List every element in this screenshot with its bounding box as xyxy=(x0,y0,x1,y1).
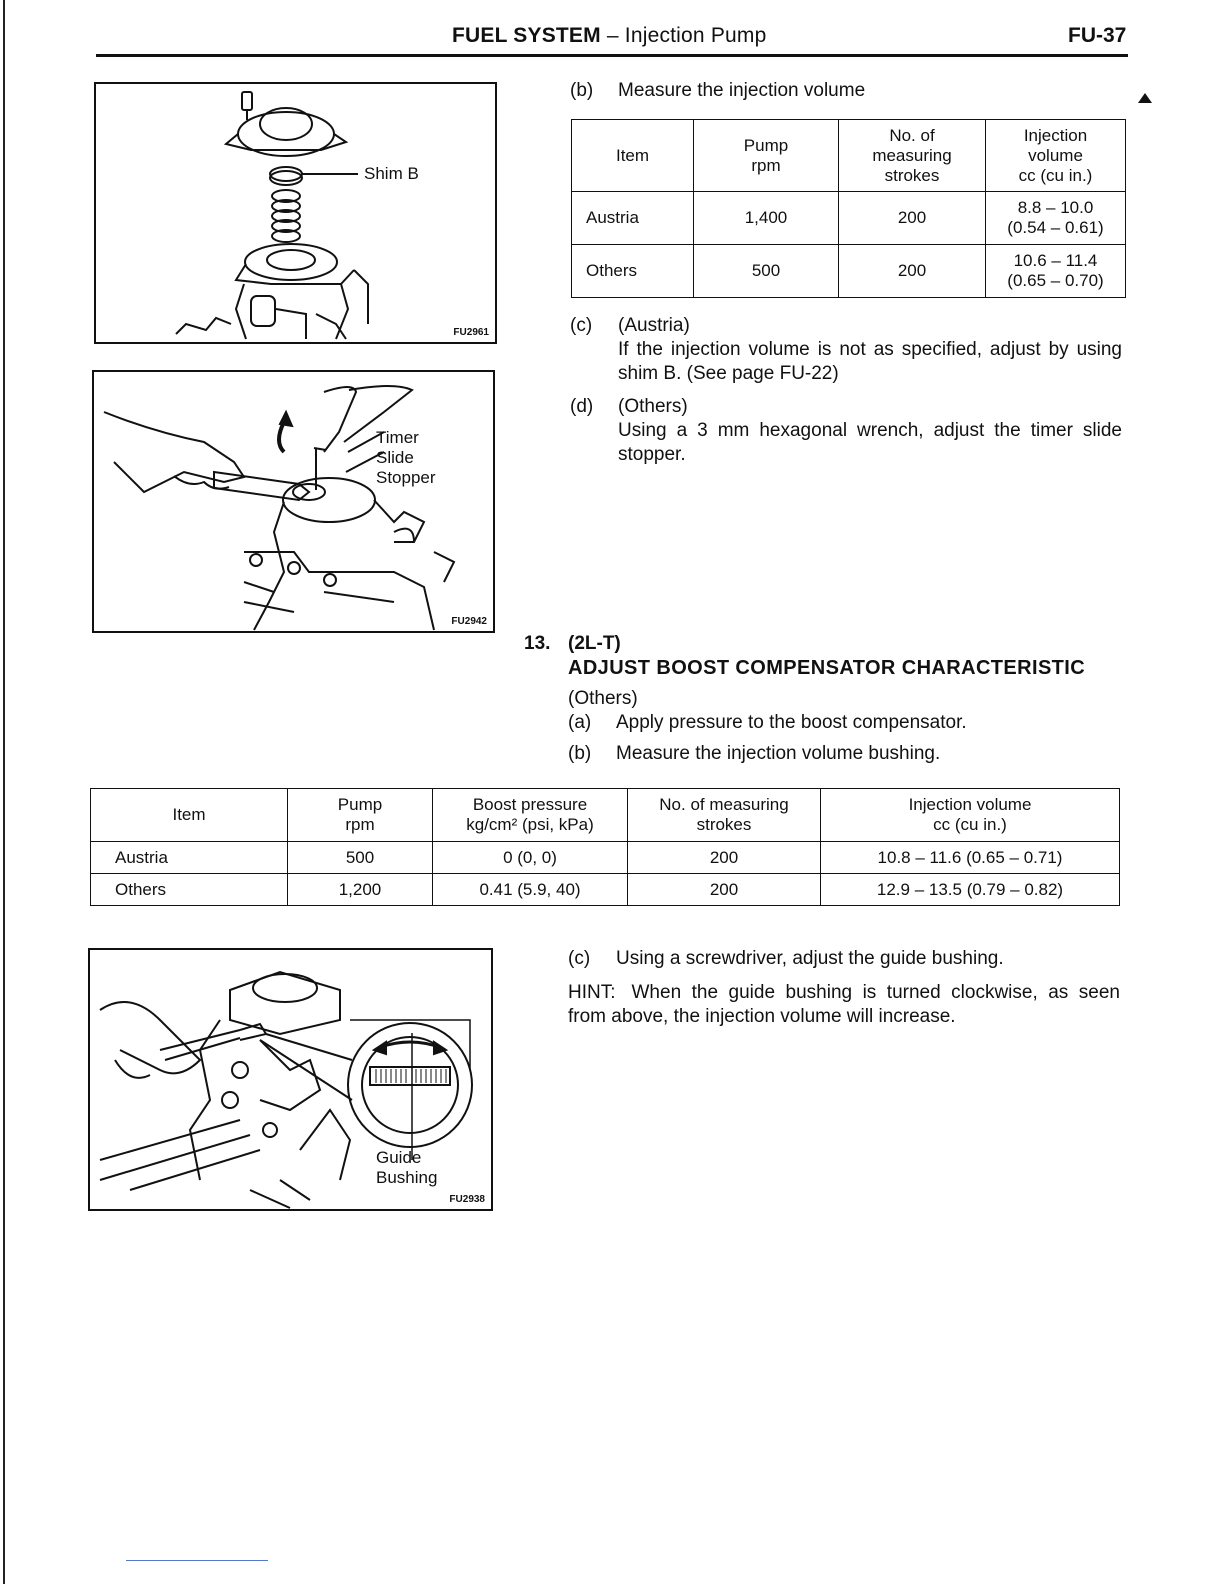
step-c-austria xyxy=(570,314,1122,386)
volume-cu-in: (0.54 – 0.61) xyxy=(1007,218,1104,237)
header-line: Injection volume xyxy=(908,795,1032,814)
hint xyxy=(568,981,1120,1029)
cell-volume: 10.8 – 11.6 (0.65 – 0.71) xyxy=(821,842,1120,874)
left-margin-rule xyxy=(3,0,5,1584)
header-line: volume xyxy=(1028,145,1083,165)
title-subsection: – Injection Pump xyxy=(600,24,767,47)
cell-strokes: 200 xyxy=(839,192,986,245)
cell-strokes: 200 xyxy=(628,874,821,906)
guide-bushing-label xyxy=(376,1148,437,1188)
table-row xyxy=(91,842,1120,874)
hint-text: When the guide bushing is turned clockwise, as seen from above, the injection volume will increase. xyxy=(568,982,1120,1027)
figure-timer-slide-stopper xyxy=(92,370,495,633)
page-title xyxy=(452,24,767,48)
figure-shim-b xyxy=(94,82,497,344)
volume-cu-in: (0.65 – 0.70) xyxy=(1007,271,1104,290)
cell-volume xyxy=(986,192,1126,245)
label-line: Guide xyxy=(376,1148,422,1167)
header-line: Pump xyxy=(337,795,383,814)
header-line: Boost pressure xyxy=(472,795,588,814)
header-line: strokes xyxy=(696,815,752,834)
table-header-row xyxy=(572,120,1126,192)
step-label: (b) xyxy=(568,743,592,764)
table-row xyxy=(91,874,1120,906)
volume-cc: 10.6 – 11.4 xyxy=(1013,251,1098,270)
header-cell xyxy=(433,789,628,842)
step-label: (b) xyxy=(570,80,594,101)
cell-pressure: 0.41 (5.9, 40) xyxy=(433,874,628,906)
step-label: (d) xyxy=(570,396,594,417)
timer-slide-stopper-illustration xyxy=(94,372,493,631)
header-line: Item xyxy=(615,145,650,165)
header-cell xyxy=(288,789,433,842)
step-text: Measure the injection volume xyxy=(618,80,866,101)
header-line: Pump xyxy=(743,135,789,155)
step-model: (2L-T) xyxy=(568,633,621,654)
step-title: ADJUST BOOST COMPENSATOR CHARACTERISTIC xyxy=(568,657,1086,679)
header-line: cc (cu in.) xyxy=(1018,165,1093,185)
cell-pressure: 0 (0, 0) xyxy=(433,842,628,874)
cell-rpm: 500 xyxy=(288,842,433,874)
label-line: Stopper xyxy=(376,468,436,487)
step-d-others xyxy=(570,395,1122,467)
cell-item: Others xyxy=(572,245,694,298)
table-row xyxy=(572,192,1126,245)
cell-item: Others xyxy=(91,874,288,906)
step-b-measure xyxy=(570,79,865,103)
step-text: Apply pressure to the boost compensator. xyxy=(616,712,967,733)
shim-b-illustration xyxy=(96,84,495,342)
step-label: (c) xyxy=(568,948,591,969)
figure-code: FU2938 xyxy=(449,1194,485,1205)
cell-rpm: 500 xyxy=(694,245,839,298)
figure-guide-bushing xyxy=(88,948,493,1211)
cell-rpm: 1,400 xyxy=(694,192,839,245)
shim-b-label: Shim B xyxy=(364,164,419,183)
header-line: Injection xyxy=(1023,125,1088,145)
figure-code: FU2942 xyxy=(451,616,487,627)
boost-compensator-table xyxy=(90,788,1120,906)
title-section: FUEL SYSTEM xyxy=(452,24,601,47)
header-line: cc (cu in.) xyxy=(933,815,1007,834)
footer-link-rule xyxy=(126,1560,268,1561)
step-text: If the injection volume is not as specified, adjust by using shim B. (See page FU-22) xyxy=(618,339,1122,384)
header-cell xyxy=(821,789,1120,842)
step-title: (Austria) xyxy=(618,315,690,336)
hint-label: HINT: xyxy=(568,982,616,1003)
step-label: (c) xyxy=(570,315,593,336)
header-line: Item xyxy=(172,805,206,824)
injection-volume-table xyxy=(571,119,1126,298)
label-line: Timer xyxy=(376,428,419,447)
header-line: No. of xyxy=(889,125,935,145)
step-text: Measure the injection volume bushing. xyxy=(616,743,941,764)
header-line: strokes xyxy=(884,165,940,185)
step-c-guide-bushing xyxy=(568,947,1120,971)
header-line: kg/cm² (psi, kPa) xyxy=(466,815,594,834)
step-text: Using a 3 mm hexagonal wrench, adjust the timer slide stopper. xyxy=(618,420,1122,465)
header-cell xyxy=(694,120,839,192)
header-cell xyxy=(572,120,694,192)
step-label: (a) xyxy=(568,712,592,733)
cell-strokes: 200 xyxy=(839,245,986,298)
header-cell xyxy=(91,789,288,842)
step-title: (Others) xyxy=(618,396,688,417)
volume-cc: 8.8 – 10.0 xyxy=(1017,198,1094,217)
cell-strokes: 200 xyxy=(628,842,821,874)
header-line: rpm xyxy=(751,155,781,175)
cell-volume: 12.9 – 13.5 (0.79 – 0.82) xyxy=(821,874,1120,906)
figure-code: FU2961 xyxy=(453,327,489,338)
cell-item: Austria xyxy=(91,842,288,874)
label-line: Slide xyxy=(376,448,414,467)
table-row xyxy=(572,245,1126,298)
header-line: No. of measuring xyxy=(659,795,789,814)
header-cell xyxy=(839,120,986,192)
timer-slide-stopper-label xyxy=(376,428,436,488)
header-line: measuring xyxy=(872,145,952,165)
label-line: Bushing xyxy=(376,1168,438,1187)
cell-item: Austria xyxy=(572,192,694,245)
cell-rpm: 1,200 xyxy=(288,874,433,906)
cell-volume xyxy=(986,245,1126,298)
header-rule xyxy=(96,54,1128,57)
step-subtitle: (Others) xyxy=(568,688,638,709)
header-cell xyxy=(986,120,1126,192)
step-13 xyxy=(524,632,1124,766)
page-number: FU-37 xyxy=(1068,24,1127,47)
margin-mark xyxy=(1138,93,1152,103)
step-text: Using a screwdriver, adjust the guide bushing. xyxy=(616,948,1004,969)
table-header-row xyxy=(91,789,1120,842)
header-line: rpm xyxy=(345,815,375,834)
header-cell xyxy=(628,789,821,842)
step-number: 13. xyxy=(524,633,551,654)
